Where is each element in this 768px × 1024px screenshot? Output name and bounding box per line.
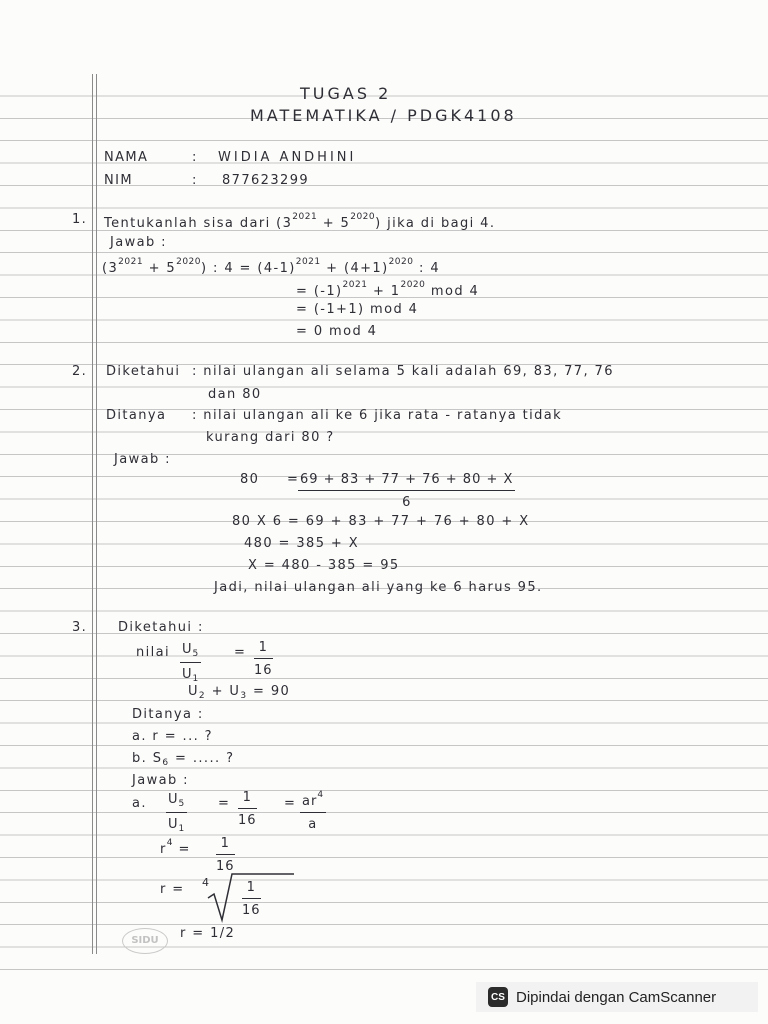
q3-a-value-fraction [238,790,257,828]
q3-sum-line: $U_2 + U_3 = 90$ [188,684,291,701]
q3-ar-denominator: a [308,817,318,832]
q2-eq1-fraction [298,472,515,510]
q3-root-index: 4 [202,876,211,889]
q3-root-fraction [242,880,261,918]
camscanner-banner [476,982,758,1012]
nim-label: NIM [104,173,133,188]
q3-a-value-denominator: 16 [238,813,257,828]
q3-a-equals-2: = [284,796,297,811]
q3-asked-label: Ditanya : [132,707,204,722]
q3-asked-a: a. r = ... ? [132,729,213,744]
q3-ratio-fraction [180,642,201,684]
margin-line-right [96,74,97,954]
q3-value-denominator: 16 [254,663,273,678]
name-separator: : [192,150,198,165]
title-line-1: TUGAS 2 [300,84,392,103]
q2-known-label: Diketahui [106,364,181,379]
q3-r4-denominator: 16 [216,859,235,874]
title-line-2: MATEMATIKA / PDGK4108 [250,106,517,125]
q2-known-line-2: dan 80 [208,387,262,402]
q2-answer-label: Jawab : [114,452,171,467]
q3-a-equals-1: = [218,796,231,811]
q1-step-2: = $(-1)^{2021} + 1^{2020}$ mod 4 [296,280,480,299]
q3-a-ratio-denominator: $U_1$ [168,817,186,834]
q3-r4-fraction [216,836,235,874]
q3-value-fraction [254,640,273,678]
q2-conclusion: Jadi, nilai ulangan ali yang ke 6 harus 95. [214,580,543,595]
name-label: NAMA [104,150,149,165]
q3-a-value-numerator: 1 [238,790,257,809]
q3-ratio-equals: = [234,645,247,660]
q3-ratio-numerator: $U_5$ [180,642,201,663]
q2-eq3: 480 = 385 + X [244,536,360,551]
camscanner-text: Dipindai dengan CamScanner [516,988,717,1006]
q3-root-numerator: 1 [242,880,261,899]
margin-line-left [92,74,93,954]
q1-question: Tentukanlah sisa dari $(3^{2021} + 5^{2020})$ jika di bagi 4. [104,212,496,231]
q2-eq1-left: 80 = [240,472,300,487]
q3-r4-numerator: 1 [216,836,235,855]
nim-separator: : [192,173,198,188]
q3-value-numerator: 1 [254,640,273,659]
q3-r-result: r = 1/2 [180,926,236,941]
q1-step-4: = 0 mod 4 [296,324,378,339]
name-value: WIDIA ANDHINI [218,150,357,165]
q2-known-line-1: : nilai ulangan ali selama 5 kali adalah 69, 83, 77, 76 [192,364,614,379]
q2-asked-line-1: : nilai ulangan ali ke 6 jika rata - ratanya tidak [192,408,563,423]
q2-asked-line-2: kurang dari 80 ? [206,430,335,445]
q1-number: 1. [72,212,88,227]
q2-asked-label: Ditanya [106,408,167,423]
q1-answer-label: Jawab : [110,235,167,250]
camscanner-logo-icon: CS [488,987,508,1007]
q3-root-denominator: 16 [242,903,261,918]
q2-eq1-denominator: 6 [402,495,412,510]
q3-asked-b: b. $S_6$ = ..... ? [132,751,235,768]
q2-eq4: X = 480 - 385 = 95 [248,558,400,573]
q1-step-1: $(3^{2021} + 5^{2020})$ : $4 = (4-1)^{2021} + (4+1)^{2020}$ : 4 [102,257,440,276]
nim-value: 877623299 [222,173,310,188]
q3-a-ratio-fraction [166,792,187,834]
q3-r4-line: $r^4$ = [160,838,191,857]
q2-number: 2. [72,364,88,379]
q3-number: 3. [72,620,88,635]
q3-ratio-denominator: $U_1$ [182,667,200,684]
q3-nilai-label: nilai [136,645,171,660]
q3-ar-numerator: $ar^4$ [300,790,326,813]
q3-a-ratio-numerator: $U_5$ [166,792,187,813]
q3-a-label: a. [132,796,147,811]
sidu-watermark: SIDU [122,928,168,954]
q3-ar-fraction [300,790,326,832]
q3-r-line: r = [160,882,185,897]
q3-answer-label: Jawab : [132,773,189,788]
q2-eq2: 80 X 6 = 69 + 83 + 77 + 76 + 80 + X [232,514,530,529]
q2-eq1-numerator: 69 + 83 + 77 + 76 + 80 + X [298,472,515,491]
q3-known-label: Diketahui : [118,620,204,635]
q1-step-3: = (-1+1) mod 4 [296,302,419,317]
